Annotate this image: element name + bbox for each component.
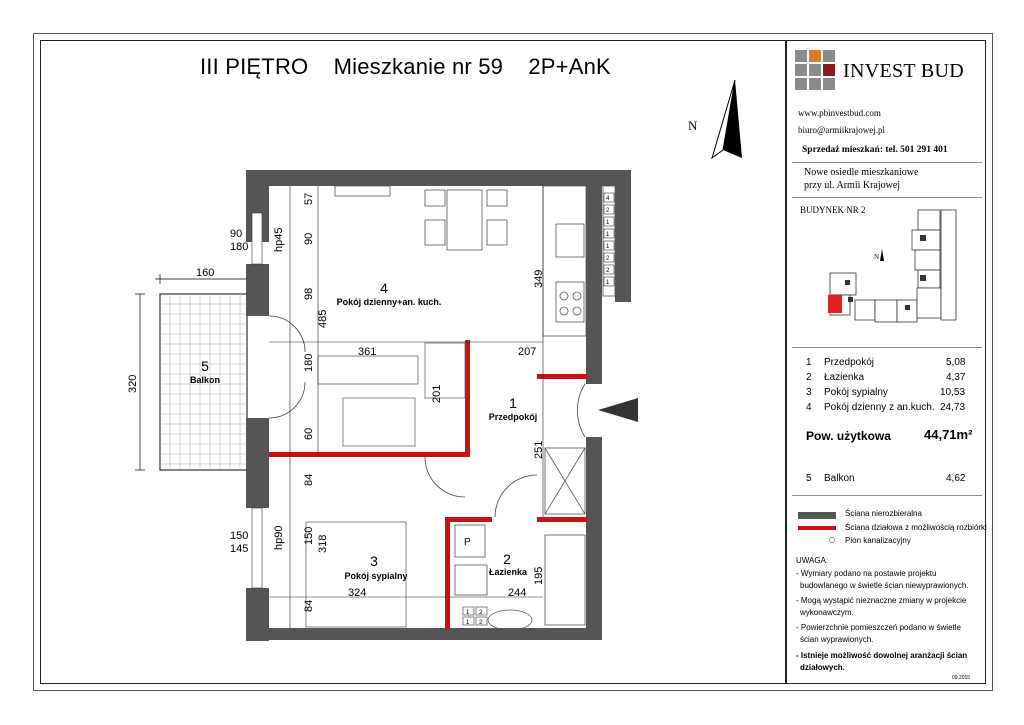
room-4-name: Pokój dzienny+an. kuch. [336, 297, 442, 307]
balcony-dimension-lines [135, 274, 248, 470]
dim-318: 318 [317, 534, 329, 553]
dim-195: 195 [533, 566, 545, 585]
kitchen-switch-label: 2 [606, 208, 610, 214]
logo-square [795, 50, 807, 62]
bath-switch-group [463, 607, 487, 626]
usable-area-label: Pow. użytkowa [806, 429, 891, 443]
entrance-arrow-icon [598, 398, 638, 422]
kitchen-switch-label: 1 [606, 220, 610, 226]
divider-3 [792, 347, 982, 348]
dim-84a: 84 [303, 473, 315, 486]
north-letter: N [688, 118, 698, 133]
kitchen-switch-label: 4 [606, 196, 610, 202]
divider-1 [792, 162, 982, 163]
dim-150: 150 [303, 526, 315, 545]
dim-349: 349 [533, 269, 545, 288]
kitchen-switch-label: 2 [606, 256, 610, 262]
dim-60: 60 [303, 427, 315, 440]
company-website: www.pbinvestbud.com [798, 108, 881, 118]
dim-balcony-depth: 320 [127, 374, 139, 393]
legend-partition: Ściana działowa z możliwością rozbiórki [845, 523, 987, 532]
legend-swatch-partition [798, 526, 836, 530]
sales-phone: Sprzedaż mieszkań: tel. 501 291 401 [802, 145, 948, 155]
apartment-label: Mieszkanie nr 59 [333, 54, 504, 79]
logo-square [809, 50, 821, 62]
minimap-north-icon [880, 249, 884, 261]
dim-window-top-hp: hp45 [273, 227, 285, 252]
room-2-name: Łazienka [488, 567, 528, 577]
minimap-highlight [828, 295, 842, 313]
dim-window-top-b: 180 [230, 241, 249, 253]
logo-square [823, 78, 835, 90]
dim-201: 201 [431, 384, 443, 403]
apartment-type: 2P+AnK [528, 54, 611, 79]
dim-180: 180 [303, 353, 315, 372]
dining-table [425, 190, 507, 250]
room-3-number: 3 [370, 553, 378, 569]
dim-361: 361 [358, 346, 377, 358]
divider-2 [792, 197, 982, 198]
note-line: - Wymiary podano na postawie projektu [796, 569, 937, 578]
dim-244: 244 [508, 587, 527, 599]
note-line: ścian wyprawionych. [800, 635, 874, 644]
dim-balcony-width: 160 [196, 267, 215, 279]
project-line-2: przy ul. Armii Krajowej [804, 180, 901, 191]
project-line-1: Nowe osiedle mieszkaniowe [804, 167, 919, 178]
dim-207: 207 [518, 346, 537, 358]
dim-window-bottom-hp: hp90 [273, 525, 285, 550]
bath-switch-label: 1 [466, 610, 470, 616]
dim-485: 485 [317, 309, 329, 328]
kitchen-switch-label: 1 [606, 232, 610, 238]
logo-square [795, 78, 807, 90]
bathroom-fixtures [455, 448, 585, 630]
note-line: działowych. [800, 663, 845, 672]
room-3-name: Pokój sypialny [344, 571, 408, 581]
area-row: 1 Przedpokój 5,08 [806, 357, 966, 368]
room-5-name: Balkon [189, 375, 221, 385]
divider-4 [792, 495, 982, 496]
date-stamp: 09.2015 [952, 675, 971, 681]
fixture-p-label: P [464, 537, 471, 548]
company-email: biuro@armiikrajowej.pl [798, 125, 886, 135]
kitchen-switch-group [604, 193, 614, 286]
area-table [806, 357, 976, 417]
area-row: 3 Pokój sypialny 10,53 [806, 387, 966, 398]
area-row: 2 Łazienka 4,37 [806, 372, 966, 383]
sidebar-divider [785, 40, 787, 684]
kitchen-switch-label: 2 [606, 268, 610, 274]
dim-window-top-a: 90 [230, 228, 243, 240]
logo-square [823, 64, 835, 76]
note-line: budowlanego w świetle ścian niewyprawionych. [800, 581, 969, 590]
dim-57: 57 [303, 192, 315, 205]
bath-switch-label: 2 [479, 610, 483, 616]
room-2-number: 2 [503, 551, 511, 567]
site-minimap [800, 205, 980, 345]
room-1-number: 1 [509, 395, 517, 411]
minimap-north: N [874, 253, 880, 261]
legend-pipe: Pion kanalizacyjny [845, 536, 911, 545]
dim-window-bottom-a: 150 [230, 530, 249, 542]
dim-98: 98 [303, 287, 315, 300]
room-5-number: 5 [201, 358, 209, 374]
note-line: - Istnieje możliwość dowolnej aranżacji ścian [796, 651, 968, 660]
legend-pipe-icon [829, 537, 835, 543]
legend-structural: Ściana nierozbieralna [845, 509, 922, 518]
note-line: - Powierzchnie pomieszczeń podano w świetle [796, 623, 961, 632]
bath-switch-label: 1 [466, 620, 470, 626]
kitchen-switch-label: 1 [606, 244, 610, 250]
usable-area-value: 44,71m² [924, 427, 973, 442]
company-name: INVEST BUD [843, 60, 964, 82]
bath-switch-label: 2 [479, 620, 483, 626]
logo-square [809, 64, 821, 76]
dim-window-bottom-b: 145 [230, 543, 249, 555]
floor-label: III PIĘTRO [200, 54, 309, 79]
building-label: BUDYNEK NR 2 [800, 205, 866, 215]
legend-swatch-structural [798, 512, 836, 519]
room-4-number: 4 [380, 280, 388, 296]
dim-324: 324 [348, 587, 367, 599]
room-1-name: Przedpokój [488, 412, 538, 422]
dim-84b: 84 [303, 599, 315, 612]
logo-square [823, 50, 835, 62]
door-swings [269, 316, 585, 517]
partition-walls [269, 340, 587, 630]
notes-title: UWAGA: [796, 556, 829, 565]
dim-251: 251 [533, 440, 545, 459]
area-row: 4 Pokój dzienny z an.kuch. 24,73 [806, 402, 966, 413]
dim-90: 90 [303, 232, 315, 245]
kitchen-switch-label: 1 [606, 280, 610, 286]
note-line: - Mogą wystąpić nieznaczne zmiany w projekcie [796, 596, 967, 605]
logo-square [809, 78, 821, 90]
logo-square [795, 64, 807, 76]
range-hood [335, 186, 390, 196]
balcony-area-row: 5 Balkon 4,62 [806, 473, 966, 484]
north-arrow-icon [712, 80, 742, 158]
company-logo-icon [795, 50, 840, 95]
note-line: wykonawczym. [800, 608, 854, 617]
